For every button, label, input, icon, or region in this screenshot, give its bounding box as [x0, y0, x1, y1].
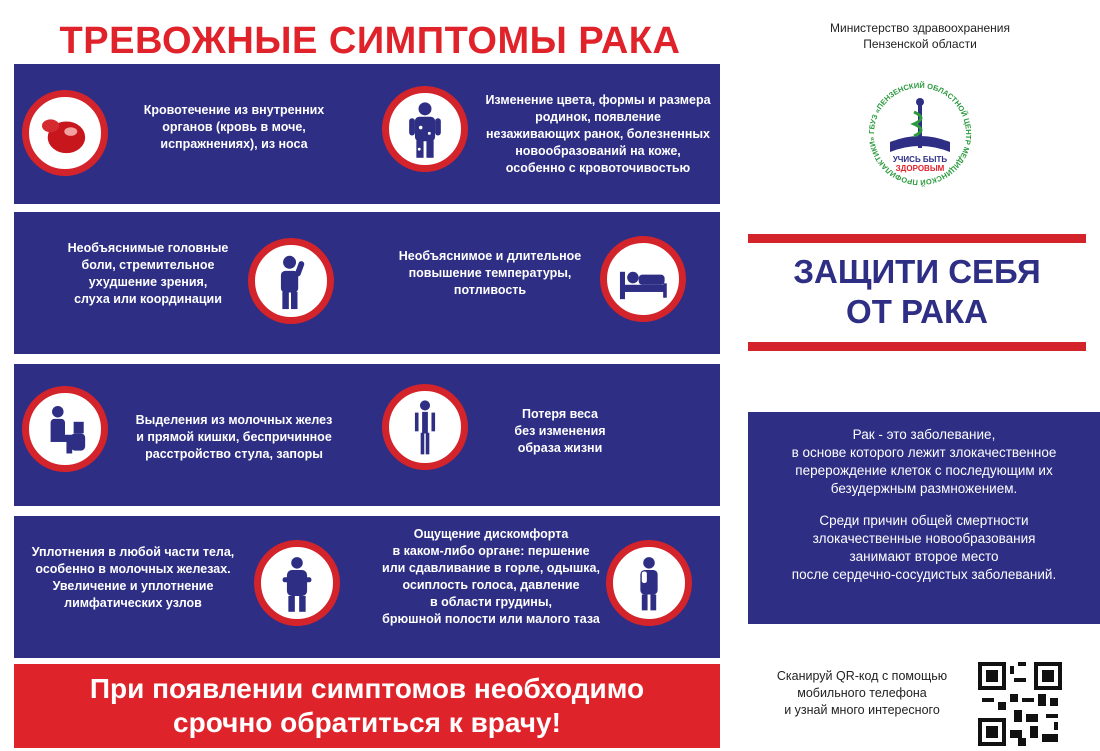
- logo-ring-text: ГБУЗ «ПЕНЗЕНСКИЙ ОБЛАСТНОЙ ЦЕНТР МЕДИЦИНСКОЙ ПРОФИЛАКТИКИ»: [866, 80, 974, 188]
- symptom-text-3: Необъяснимые головные боли, стремительное ухудшение зрения, слуха или координации: [67, 241, 229, 306]
- ministry-name: Министерство здравоохранения Пензенской области: [830, 21, 1010, 51]
- throat-discomfort-icon: [606, 540, 692, 626]
- info-paragraph-2: Среди причин общей смертности злокачественные новообразования занимают второе место после сердечно-сосудистых заболеваний.: [791, 513, 1057, 582]
- cta-line-1: При появлении симптомов необходимо: [89, 673, 645, 704]
- symptom-text-7: Уплотнения в любой части тела, особенно в молочных железах. Увеличение и уплотнение лимфатических узлов: [31, 545, 235, 610]
- qr-instructions: Сканируй QR-код с помощью мобильного телефона и узнай много интересного: [776, 669, 948, 717]
- symptom-text-6: Потеря веса без изменения образа жизни: [514, 407, 606, 455]
- symptom-text-5: Выделения из молочных желез и прямой кишки, беспричинное расстройство стула, запоры: [135, 413, 333, 461]
- call-to-action-banner: [14, 664, 720, 748]
- protect-yourself-heading: ЗАЩИТИ СЕБЯ ОТ РАКА: [793, 253, 1041, 330]
- thin-person-icon: [382, 384, 468, 470]
- info-paragraph-1: Рак - это заболевание, в основе которого лежит злокачественное перерождение клеток с последующим их безудержным размножением.: [791, 427, 1057, 496]
- qr-code-icon[interactable]: [978, 662, 1062, 746]
- symptom-text-1: Кровотечение из внутренних органов (кровь в моче, испражнениях), из носа: [143, 103, 325, 151]
- logo-motto-line-2: ЗДОРОВЫМ: [895, 164, 945, 173]
- symptom-text-4: Необъяснимое и длительное повышение температуры, потливость: [398, 249, 582, 297]
- bleeding-drop-icon: [22, 90, 108, 176]
- symptom-text-2: Изменение цвета, формы и размера родинок, появление незаживающих ранок, болезненных новообразований на коже, особенно с кровоточивостью: [485, 93, 711, 175]
- logo-motto-line-1: УЧИСЬ БЫТЬ: [892, 155, 948, 164]
- symptom-text-8: Ощущение дискомфорта в каком-либо органе: першение или сдавливание в горле, одышка, осиплость голоса, давление в области грудины, брюшной полости или малого таза: [382, 527, 600, 626]
- medical-prevention-center-logo: [858, 72, 982, 196]
- headache-person-icon: [248, 238, 334, 324]
- skin-spots-icon: [382, 86, 468, 172]
- cta-line-2: срочно обратиться к врачу!: [173, 707, 561, 738]
- poster-title: ТРЕВОЖНЫЕ СИМПТОМЫ РАКА: [59, 20, 681, 62]
- toilet-person-icon: [22, 386, 108, 472]
- fever-in-bed-icon: [600, 236, 686, 322]
- breast-lumps-icon: [254, 540, 340, 626]
- heading-top-rule: [748, 234, 1086, 243]
- cancer-info-box: [748, 412, 1100, 624]
- heading-bottom-rule: [748, 342, 1086, 351]
